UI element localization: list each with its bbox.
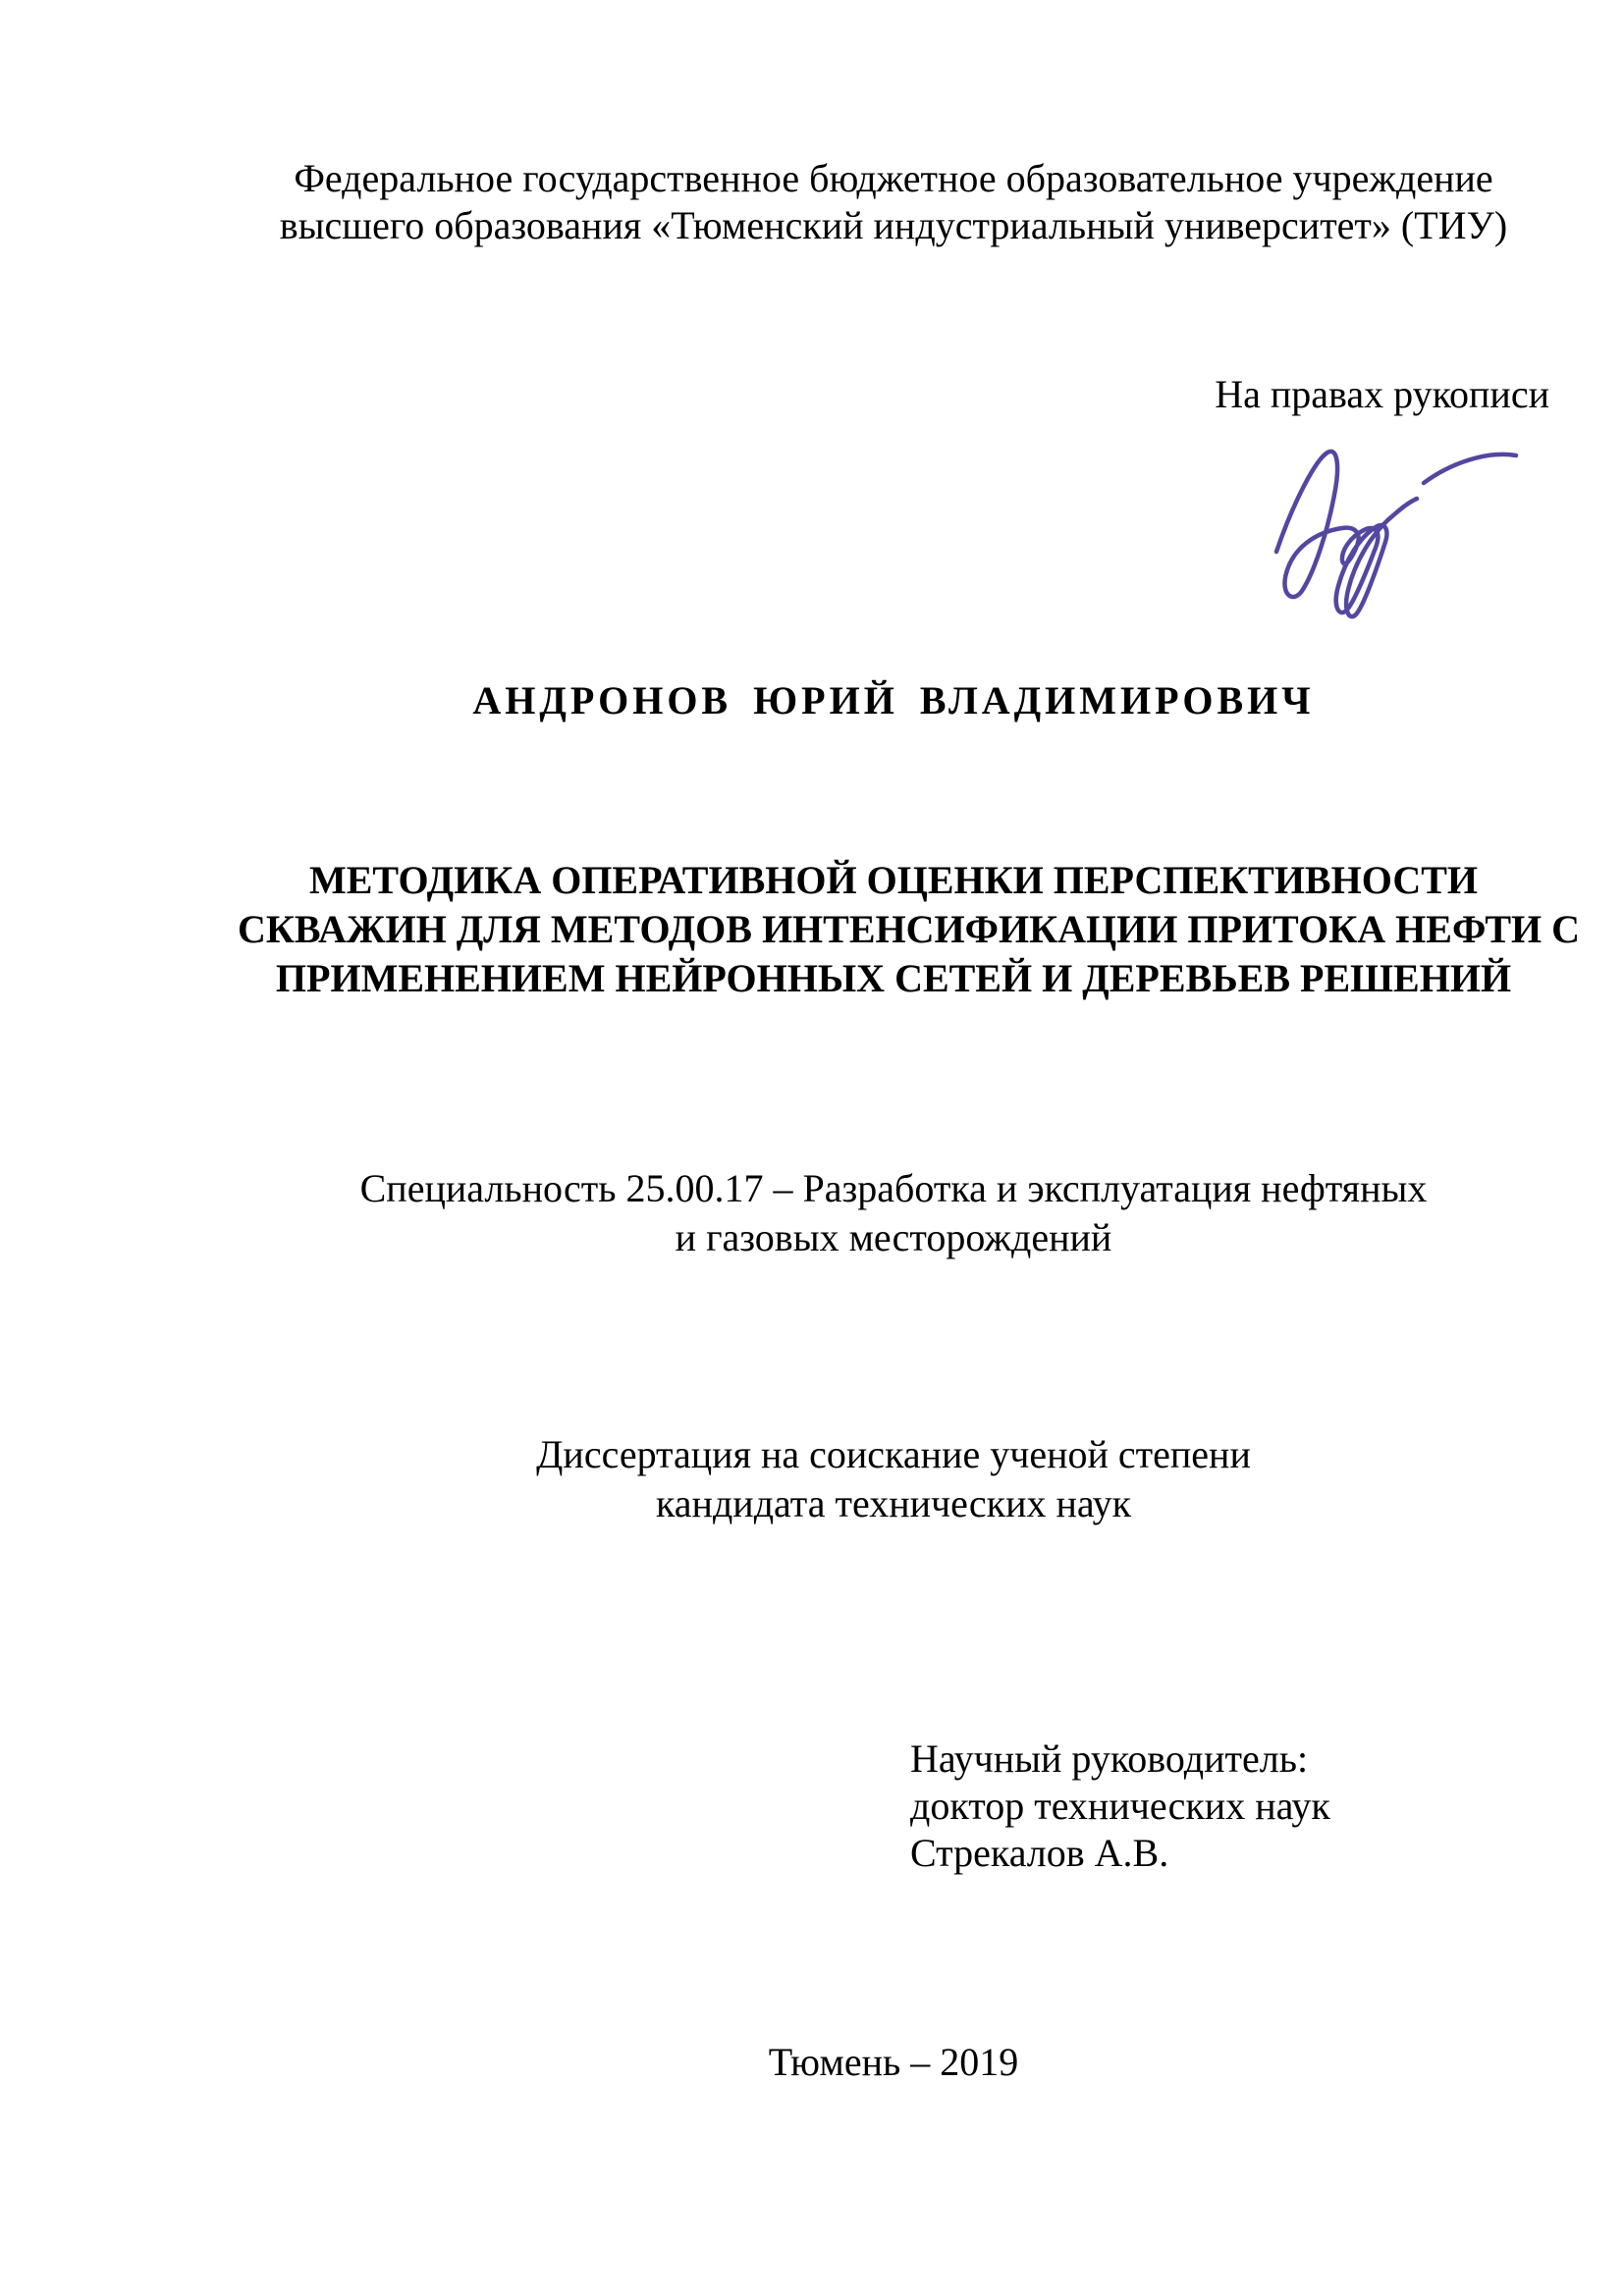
specialty-line-1: Специальность 25.00.17 – Разработка и эксплуатация нефтяных: [359, 1166, 1428, 1210]
manuscript-rights-note: На правах рукописи: [1215, 372, 1549, 416]
signature-main-stroke: [1276, 452, 1417, 616]
institution-line-2: высшего образования «Тюменский индустриальный университет» (ТИУ): [279, 203, 1508, 247]
institution-line-1: Федеральное государственное бюджетное образовательное учреждение: [294, 156, 1493, 200]
signature-flourish-dash: [1424, 454, 1516, 483]
degree-line-2: кандидата технических наук: [655, 1481, 1132, 1525]
dissertation-title-line-1: МЕТОДИКА ОПЕРАТИВНОЙ ОЦЕНКИ ПЕРСПЕКТИВНОСТИ: [308, 858, 1479, 902]
dissertation-title-line-3: ПРИМЕНЕНИЕМ НЕЙРОННЫХ СЕТЕЙ И ДЕРЕВЬЕВ РЕШЕНИЙ: [275, 956, 1512, 1000]
supervisor-name: Стрекалов А.В.: [910, 1831, 1169, 1875]
dissertation-title: [238, 856, 1580, 1003]
degree-pursuit-block: [238, 1430, 1549, 1528]
supervisor-block: [910, 1735, 1330, 1877]
institution-header: [238, 155, 1549, 249]
degree-line-1: Диссертация на соискание ученой степени: [536, 1432, 1251, 1476]
handwritten-signature: [1200, 434, 1565, 626]
specialty-block: [238, 1164, 1549, 1262]
specialty-line-2: и газовых месторождений: [675, 1215, 1112, 1259]
author-full-name: АНДРОНОВ ЮРИЙ ВЛАДИМИРОВИЧ: [472, 678, 1315, 722]
dissertation-title-line-2: СКВАЖИН ДЛЯ МЕТОДОВ ИНТЕНСИФИКАЦИИ ПРИТОКА НЕФТИ С: [238, 907, 1580, 951]
supervisor-label: Научный руководитель:: [910, 1736, 1309, 1781]
city-and-year: Тюмень – 2019: [768, 2040, 1019, 2084]
supervisor-degree: доктор технических наук: [910, 1784, 1330, 1828]
